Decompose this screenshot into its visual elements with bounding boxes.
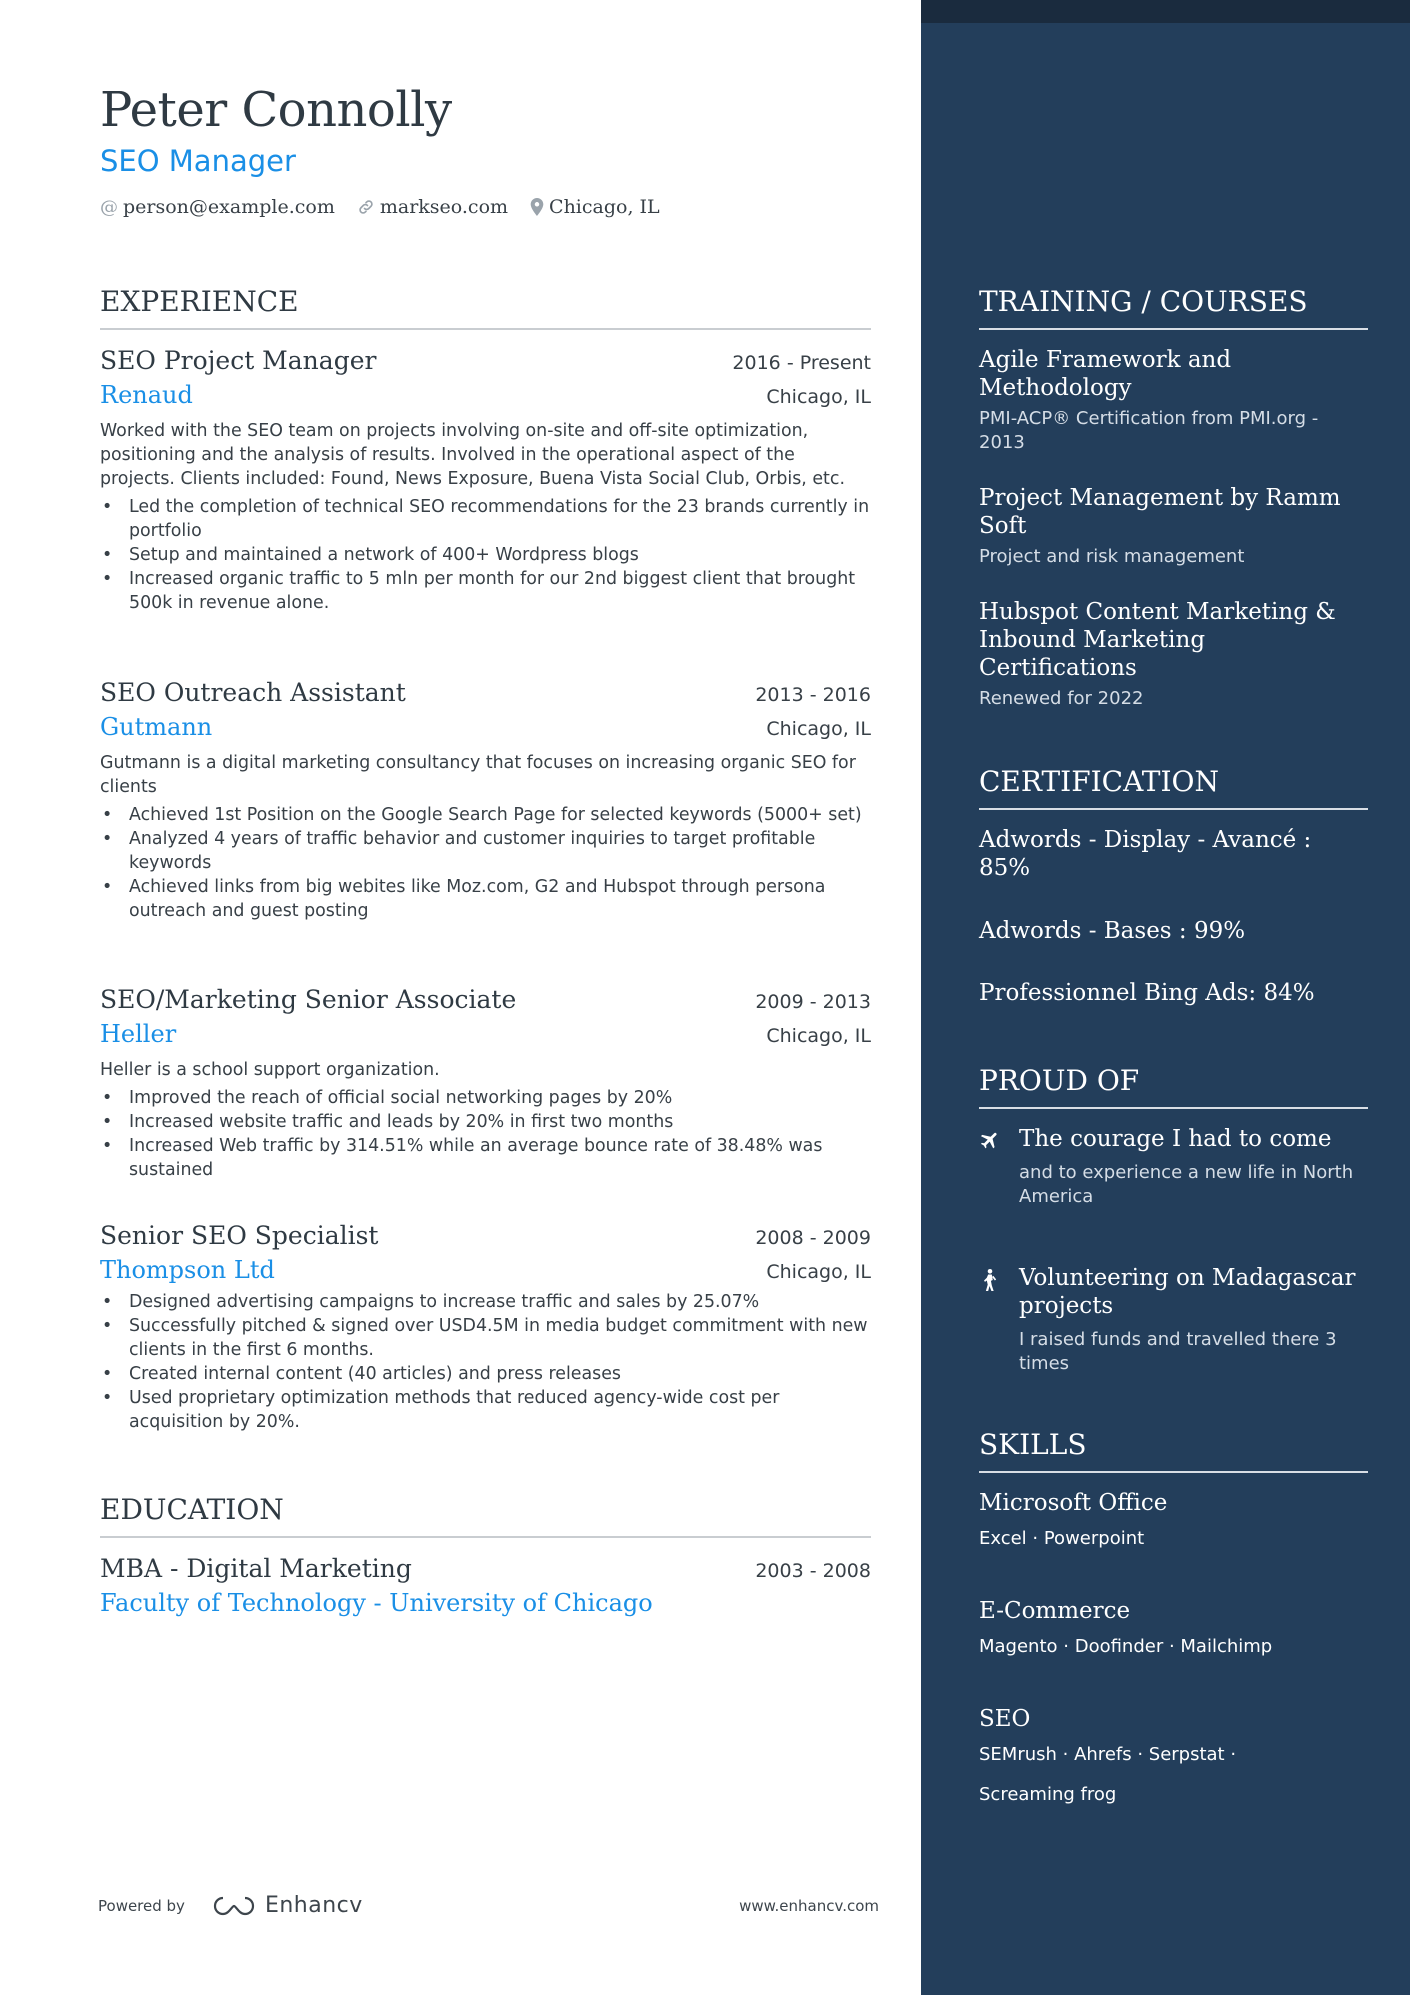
training-item <box>979 346 1368 455</box>
list-item: • Created internal content (40 articles) and press releases <box>100 1362 871 1386</box>
email-contact[interactable] <box>100 196 335 218</box>
location-text: Chicago, IL <box>549 196 660 218</box>
infinity-icon <box>211 1895 257 1917</box>
certification-name: Adwords - Display - Avancé : 85% <box>979 827 1312 881</box>
website-text: markseo.com <box>379 196 509 218</box>
list-item: • Led the completion of technical SEO recommendations for the 23 brands currently in portfolio <box>100 495 871 543</box>
list-item: • Successfully pitched & signed over USD4.5M in media budget commitment with new clients in the first 6 months. <box>100 1314 871 1362</box>
footer-url[interactable]: www.enhancv.com <box>739 1896 879 1915</box>
course-detail: Renewed for 2022 <box>979 688 1144 709</box>
achievement-list <box>100 1290 871 1434</box>
at-icon: @ <box>100 196 118 218</box>
enhancv-brand: Enhancv <box>264 1893 363 1918</box>
education-heading: EDUCATION <box>100 1493 871 1538</box>
certification-item <box>979 979 1368 1007</box>
experience-entry <box>100 985 871 1182</box>
achievement-list <box>100 495 871 615</box>
school-name: Faculty of Technology - University of Chicago <box>100 1589 653 1617</box>
training-heading: TRAINING / COURSES <box>979 285 1368 330</box>
plane-icon <box>979 1125 1019 1209</box>
training-item <box>979 484 1368 569</box>
job-role: Senior SEO Specialist <box>100 1221 379 1250</box>
degree-name: MBA - Digital Marketing <box>100 1554 412 1583</box>
list-item: • Analyzed 4 years of traffic behavior and customer inquiries to target profitable keywords <box>100 827 871 875</box>
map-pin-icon <box>530 198 544 216</box>
job-location: Chicago, IL <box>766 1025 871 1047</box>
job-role: SEO Project Manager <box>100 346 377 375</box>
skill-items: Excel · Powerpoint <box>979 1528 1145 1549</box>
skill-items: SEMrush · Ahrefs · Serpstat · Screaming frog <box>979 1744 1237 1805</box>
proud-item <box>979 1264 1368 1376</box>
enhancv-logo[interactable] <box>211 1893 363 1918</box>
job-description: Gutmann is a digital marketing consultancy that focuses on increasing organic SEO for clients <box>100 753 856 797</box>
achievement-list <box>100 803 871 923</box>
job-dates: 2009 - 2013 <box>755 991 871 1013</box>
location-contact <box>530 196 660 218</box>
candidate-title: SEO Manager <box>100 144 296 178</box>
company-name: Gutmann <box>100 713 213 741</box>
course-name: Hubspot Content Marketing & Inbound Marketing Certifications <box>979 599 1336 681</box>
certification-item <box>979 917 1368 945</box>
job-location: Chicago, IL <box>766 386 871 408</box>
job-role: SEO/Marketing Senior Associate <box>100 985 517 1014</box>
job-dates: 2008 - 2009 <box>755 1227 871 1249</box>
education-entry <box>100 1554 871 1617</box>
experience-entry <box>100 678 871 923</box>
skill-group-name: E-Commerce <box>979 1598 1131 1624</box>
proud-heading: PROUD OF <box>979 1064 1368 1109</box>
course-detail: Project and risk management <box>979 546 1245 567</box>
sidebar <box>921 0 1410 1995</box>
list-item: • Increased organic traffic to 5 mln per month for our 2nd biggest client that brought 500k in revenue alone. <box>100 567 871 615</box>
job-role: SEO Outreach Assistant <box>100 678 406 707</box>
experience-entry <box>100 1221 871 1434</box>
experience-entry <box>100 346 871 615</box>
course-name: Project Management by Ramm Soft <box>979 485 1341 539</box>
job-dates: 2016 - Present <box>732 352 871 374</box>
proud-detail: I raised funds and travelled there 3 times <box>1019 1329 1337 1374</box>
candidate-name: Peter Connolly <box>100 82 452 138</box>
list-item: • Achieved 1st Position on the Google Search Page for selected keywords (5000+ set) <box>100 803 871 827</box>
job-description: Heller is a school support organization. <box>100 1060 440 1080</box>
proud-headline: The courage I had to come <box>1019 1126 1332 1152</box>
powered-by-label: Powered by <box>98 1896 185 1915</box>
certification-name: Professionnel Bing Ads: 84% <box>979 980 1315 1006</box>
job-dates: 2013 - 2016 <box>755 684 871 706</box>
training-item <box>979 598 1368 711</box>
powered-by <box>98 1893 363 1918</box>
list-item: • Designed advertising campaigns to increase traffic and sales by 25.07% <box>100 1290 871 1314</box>
list-item: • Achieved links from big webites like Moz.com, G2 and Hubspot through persona outreach and guest posting <box>100 875 871 923</box>
skill-group-name: Microsoft Office <box>979 1490 1168 1516</box>
course-detail: PMI-ACP® Certification from PMI.org - 2013 <box>979 408 1319 453</box>
proud-item <box>979 1125 1368 1209</box>
skill-group <box>979 1705 1279 1815</box>
achievement-list <box>100 1086 871 1182</box>
list-item: • Setup and maintained a network of 400+ Wordpress blogs <box>100 543 871 567</box>
proud-detail: and to experience a new life in North America <box>1019 1162 1354 1207</box>
sidebar-top-bar <box>921 0 1410 23</box>
link-icon <box>357 198 375 216</box>
footer <box>98 1893 879 1918</box>
experience-heading: EXPERIENCE <box>100 285 871 330</box>
hiker-icon <box>979 1264 1019 1376</box>
list-item: • Increased Web traffic by 314.51% while an average bounce rate of 38.48% was sustained <box>100 1134 871 1182</box>
list-item: • Used proprietary optimization methods that reduced agency-wide cost per acquisition by 20%. <box>100 1386 871 1434</box>
skill-group-name: SEO <box>979 1706 1031 1732</box>
email-text: person@example.com <box>123 196 335 218</box>
list-item: • Increased website traffic and leads by 20% in first two months <box>100 1110 871 1134</box>
job-location: Chicago, IL <box>766 718 871 740</box>
contact-row <box>100 196 682 218</box>
job-description: Worked with the SEO team on projects involving on-site and off-site optimization, positioning and the analysis of results. Involved in the operational aspect of the projects. Clients included: Found, News Exposure, Buena Vista Social Club, Orbis, etc. <box>100 421 845 489</box>
course-name: Agile Framework and Methodology <box>979 347 1232 401</box>
skill-group <box>979 1489 1368 1559</box>
proud-headline: Volunteering on Madagascar projects <box>1019 1265 1356 1319</box>
website-contact[interactable] <box>357 196 508 218</box>
company-name: Thompson Ltd <box>100 1256 275 1284</box>
certification-item <box>979 826 1368 882</box>
list-item: • Improved the reach of official social networking pages by 20% <box>100 1086 871 1110</box>
skill-group <box>979 1597 1368 1667</box>
company-name: Renaud <box>100 381 193 409</box>
certification-name: Adwords - Bases : 99% <box>979 918 1246 944</box>
skill-items: Magento · Doofinder · Mailchimp <box>979 1636 1273 1657</box>
job-location: Chicago, IL <box>766 1261 871 1283</box>
certification-heading: CERTIFICATION <box>979 765 1368 810</box>
company-name: Heller <box>100 1020 177 1048</box>
skills-heading: SKILLS <box>979 1428 1368 1473</box>
education-dates: 2003 - 2008 <box>755 1560 871 1582</box>
